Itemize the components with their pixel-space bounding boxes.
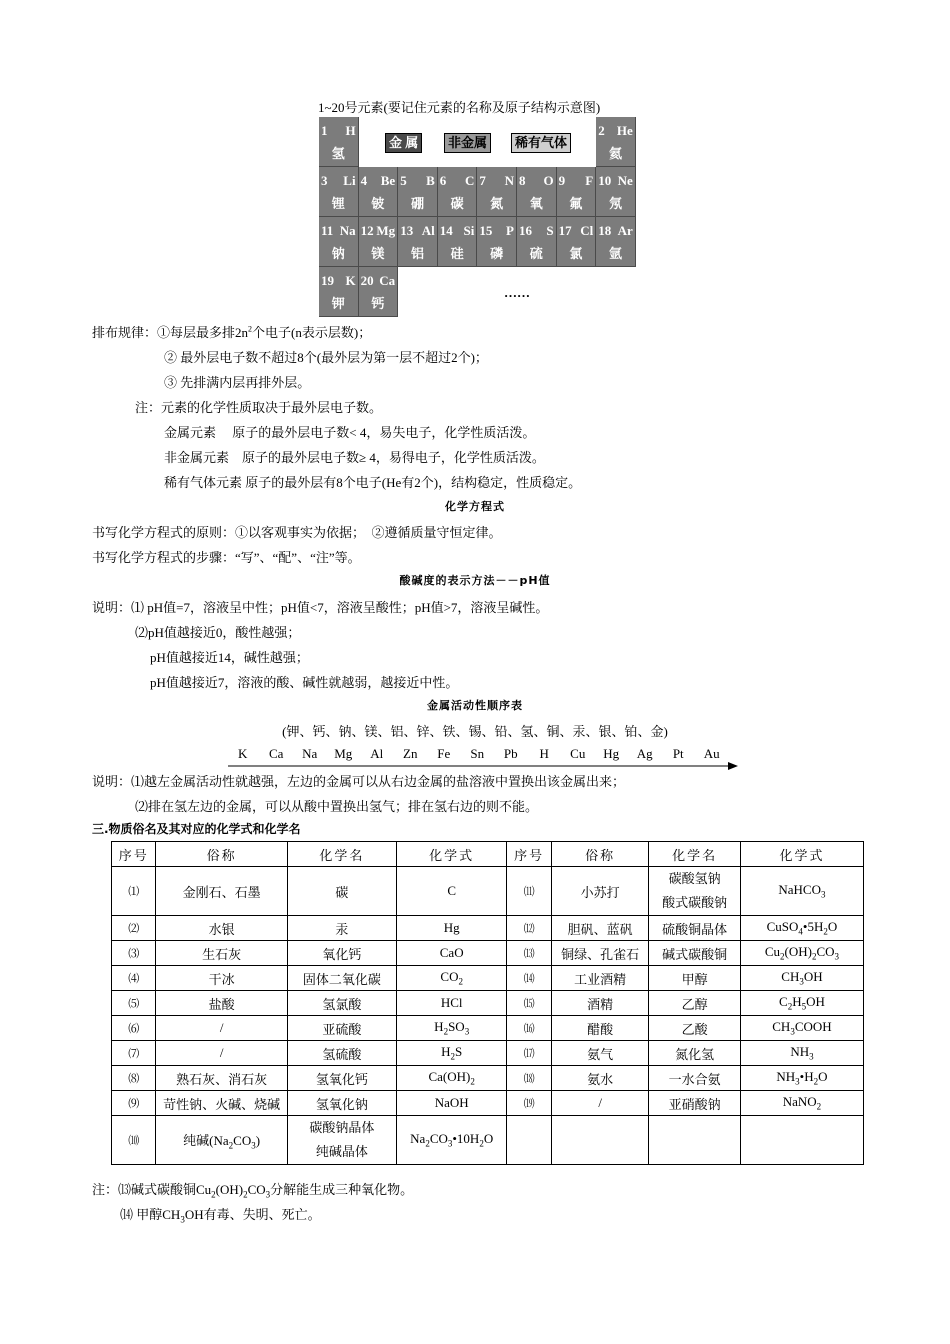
table-cell: ⒁ <box>507 966 551 991</box>
table-cell <box>649 1116 740 1165</box>
table-row <box>112 1091 864 1116</box>
activity-heading: 金属活动性顺序表 <box>427 699 523 712</box>
element-cell-ar <box>596 217 636 267</box>
element-cell-s <box>517 217 557 267</box>
metal-symbol: H <box>539 746 549 761</box>
table-cell: $H_2SO_3$ <box>396 1016 506 1041</box>
table-cell: 盐酸 <box>156 991 287 1016</box>
table-cell: 苛性钠、火碱、烧碱 <box>156 1091 287 1116</box>
table-cell: $CuSO_4•5H_2O$ <box>740 916 863 941</box>
table-ellipsis: …… <box>504 285 530 300</box>
table-cell: $H_2S$ <box>396 1041 506 1066</box>
metal-symbol: Cu <box>570 746 586 761</box>
rules-line-3: ③ 先排满内层再排外层。 <box>164 375 311 390</box>
element-number: 7 <box>479 173 486 188</box>
eq-line-2: 书写化学方程式的步骤：“写”、“配”、“注”等。 <box>92 550 361 565</box>
element-name: 硫 <box>529 246 543 261</box>
table-cell: CaO <box>396 941 506 966</box>
table-cell: ⒀ <box>507 941 551 966</box>
element-cell-si <box>438 217 478 267</box>
table-cell: / <box>156 1041 287 1066</box>
element-cell-ca <box>359 267 399 317</box>
table-cell: C <box>396 867 506 916</box>
element-symbol: Si <box>463 223 475 238</box>
element-number: 10 <box>598 173 612 188</box>
element-cell-k <box>319 267 359 317</box>
table-cell: 碳酸氢钠 酸式碳酸钠 <box>649 867 740 916</box>
table-cell: 熟石灰、消石灰 <box>156 1066 287 1091</box>
element-name: 铝 <box>410 246 424 261</box>
table-cell: $Na_2CO_3•10H_2O$ <box>396 1116 506 1165</box>
table-cell: 甲醇 <box>649 966 740 991</box>
element-cell-mg <box>359 217 399 267</box>
metal-symbol: Hg <box>603 746 620 761</box>
table-cell: NaOH <box>396 1091 506 1116</box>
table-cell: $CH_3COOH$ <box>740 1016 863 1041</box>
table-cell: 乙醇 <box>649 991 740 1016</box>
table-cell <box>740 1116 863 1165</box>
table-cell: 碱式碳酸铜 <box>649 941 740 966</box>
substance-table <box>111 841 864 1165</box>
element-number: 6 <box>439 173 447 188</box>
table-cell: NaNO$_2$ <box>740 1091 863 1116</box>
table-cell: ⑹ <box>112 1016 156 1041</box>
table-cell: NaHCO$_3$ <box>740 867 863 916</box>
element-name: 氖 <box>608 196 622 211</box>
rules-r1-end: 个电子(n表示层数)； <box>252 325 372 340</box>
table-header-row <box>112 842 864 867</box>
metal-symbol: Pt <box>672 746 684 761</box>
element-cell-na <box>319 217 359 267</box>
table-cell: $Cu_2(OH)_2CO_3$ <box>740 941 863 966</box>
table-cell: / <box>551 1091 649 1116</box>
table-cell: ⑾ <box>507 867 551 916</box>
table-cell: ⒄ <box>507 1041 551 1066</box>
element-symbol: Mg <box>376 223 396 238</box>
table-body <box>112 867 864 1165</box>
metal-symbol: Sn <box>470 746 485 761</box>
activity-chinese: (钾、钙、钠、镁、铝、锌、铁、锡、铅、氢、铜、汞、银、铂、金) <box>282 724 668 739</box>
element-number: 3 <box>321 173 328 188</box>
table-header-cell: 俗称 <box>551 842 649 867</box>
element-symbol: Ar <box>617 223 633 238</box>
element-number: 8 <box>519 173 526 188</box>
element-symbol: F <box>585 173 594 188</box>
ph-line-4: pH值越接近7，溶液的酸、碱性就越弱，越接近中性。 <box>150 675 459 690</box>
element-number: 19 <box>321 273 334 288</box>
table-cell: 亚硝酸钠 <box>649 1091 740 1116</box>
pt-title: 1~20号元素(要记住元素的名称及原子结构示意图) <box>318 100 601 115</box>
element-number: 4 <box>360 173 368 188</box>
ph-line-1: 说明：⑴ pH值=7，溶液呈中性；pH值<7，溶液呈酸性；pH值>7，溶液呈碱性。 <box>92 600 549 615</box>
table-cell: 干冰 <box>156 966 287 991</box>
table-row <box>112 1066 864 1091</box>
table-cell: 氮化氢 <box>649 1041 740 1066</box>
table-cell: 硫酸铜晶体 <box>649 916 740 941</box>
element-name: 氯 <box>569 246 583 261</box>
element-name: 碳 <box>450 196 464 211</box>
table-row <box>112 1016 864 1041</box>
table-cell: 氢硫酸 <box>287 1041 396 1066</box>
element-name: 硼 <box>410 196 424 211</box>
rules-line-2: ② 最外层电子数不超过8个(最外层为第一层不超过2个)； <box>164 350 488 365</box>
activity-line-2: ⑵排在氢左边的金属，可以从酸中置换出氢气；排在氢右边的则不能。 <box>135 799 539 814</box>
table-cell: ⑴ <box>112 867 156 916</box>
ph-heading: 酸碱度的表示方法－－pH值 <box>399 574 551 587</box>
table-header-cell: 俗称 <box>156 842 287 867</box>
element-name: 氧 <box>529 196 543 211</box>
element-number: 2 <box>598 123 605 138</box>
table-cell: 氨水 <box>551 1066 649 1091</box>
element-symbol: P <box>506 223 514 238</box>
table-cell: ⑻ <box>112 1066 156 1091</box>
metal-symbol: Au <box>703 746 720 761</box>
table-cell: ⑷ <box>112 966 156 991</box>
element-number: 20 <box>360 273 374 288</box>
element-symbol: O <box>543 173 554 188</box>
element-number: 13 <box>400 223 414 238</box>
element-name: 氟 <box>569 196 583 211</box>
metal-symbol: Fe <box>437 746 451 761</box>
element-name: 氮 <box>490 196 504 211</box>
metal-symbol: Zn <box>403 746 418 761</box>
element-cell-f <box>557 167 597 217</box>
table-cell: 水银 <box>156 916 287 941</box>
element-cell-o <box>517 167 557 217</box>
element-name: 氩 <box>608 246 622 261</box>
table-header-cell: 化学式 <box>396 842 506 867</box>
table-cell: 亚硫酸 <box>287 1016 396 1041</box>
table-cell: $NH_3$ <box>740 1041 863 1066</box>
table-cell: 氨气 <box>551 1041 649 1066</box>
table-cell: 碳 <box>287 867 396 916</box>
table-cell: $C_2H_5OH$ <box>740 991 863 1016</box>
element-cell-cl <box>557 217 597 267</box>
table-cell: ⑶ <box>112 941 156 966</box>
section-3-title: 三.物质俗名及其对应的化学式和化学名 <box>92 822 301 836</box>
table-cell: 醋酸 <box>551 1016 649 1041</box>
rules-r1: ①每层最多排2n <box>157 325 249 340</box>
element-name: 钾 <box>331 296 345 311</box>
table-cell: 汞 <box>287 916 396 941</box>
table-cell: Hg <box>396 916 506 941</box>
element-symbol: Li <box>343 173 356 188</box>
table-cell: ⑵ <box>112 916 156 941</box>
element-symbol: He <box>616 123 633 138</box>
element-cell-h <box>319 117 359 167</box>
element-number: 17 <box>558 223 572 238</box>
metal-symbol: Mg <box>334 746 353 761</box>
element-number: 16 <box>519 223 532 238</box>
note-line-4: 稀有气体元素 原子的最外层有8个电子(He有2个)，结构稳定，性质稳定。 <box>164 475 582 490</box>
table-row <box>112 916 864 941</box>
table-cell: ⒆ <box>507 1091 551 1116</box>
element-name: 钠 <box>331 246 345 261</box>
element-name: 锂 <box>331 196 345 211</box>
table-cell: 铜绿、孔雀石 <box>551 941 649 966</box>
table-cell: ⒃ <box>507 1016 551 1041</box>
element-number: 14 <box>439 223 453 238</box>
element-number: 9 <box>558 173 566 188</box>
table-cell: ⑼ <box>112 1091 156 1116</box>
legend-noble: 稀有气体 <box>511 133 571 153</box>
table-cell: 小苏打 <box>551 867 649 916</box>
note-line-2: 金属元素 原子的最外层电子数< 4，易失电子，化学性质活泼。 <box>164 425 536 440</box>
table-cell: 胆矾、蓝矾 <box>551 916 649 941</box>
table-cell: HCl <box>396 991 506 1016</box>
metal-symbol: Pb <box>503 746 518 761</box>
table-cell: ⑽ <box>112 1116 156 1165</box>
table-cell: / <box>156 1016 287 1041</box>
table-cell: 酒精 <box>551 991 649 1016</box>
table-row <box>112 941 864 966</box>
table-cell: 氢氯酸 <box>287 991 396 1016</box>
table-cell: 金刚石、石墨 <box>156 867 287 916</box>
element-cell-be <box>359 167 399 217</box>
table-cell: $NH_3•H_2O$ <box>740 1066 863 1091</box>
table-cell: 乙酸 <box>649 1016 740 1041</box>
element-symbol: Al <box>421 223 435 238</box>
element-symbol: N <box>504 173 514 188</box>
ph-line-2: ⑵pH值越接近0，酸性越强； <box>135 625 301 640</box>
element-number: 1 <box>321 123 328 138</box>
element-symbol: S <box>546 223 554 238</box>
table-header-cell: 化学名 <box>649 842 740 867</box>
element-symbol: B <box>426 173 435 188</box>
footnote-2: ⒁ 甲醇$CH_3OH$有毒、失明、死亡。 <box>120 1207 321 1225</box>
note-line-3: 非金属元素 原子的最外层电子数≥ 4，易得电子，化学性质活泼。 <box>164 450 545 465</box>
metal-symbol: K <box>238 746 248 761</box>
table-cell: 碳酸钠晶体 纯碱晶体 <box>287 1116 396 1165</box>
table-cell: 固体二氧化碳 <box>287 966 396 991</box>
table-row <box>112 966 864 991</box>
table-row <box>112 1116 864 1165</box>
element-name: 磷 <box>490 246 504 261</box>
table-header-cell: 序号 <box>112 842 156 867</box>
table-cell <box>507 1116 551 1165</box>
element-name: 钙 <box>371 296 385 311</box>
element-name: 铍 <box>371 196 385 211</box>
metal-symbol: Al <box>370 746 384 761</box>
table-cell: ⒅ <box>507 1066 551 1091</box>
table-header-cell: 序号 <box>507 842 551 867</box>
legend-nonmetal: 非金属 <box>444 133 491 153</box>
metal-symbol: Na <box>302 746 318 761</box>
element-number: 5 <box>400 173 407 188</box>
element-cell-ne <box>596 167 636 217</box>
element-number: 15 <box>479 223 493 238</box>
element-name: 硅 <box>450 246 464 261</box>
table-cell: $CO_2$ <box>396 966 506 991</box>
element-symbol: Cl <box>580 223 594 238</box>
table-row <box>112 991 864 1016</box>
table-cell: ⑸ <box>112 991 156 1016</box>
element-symbol: K <box>345 273 356 288</box>
table-cell: ⑿ <box>507 916 551 941</box>
element-cell-li <box>319 167 359 217</box>
table-cell: 生石灰 <box>156 941 287 966</box>
rules-label: 排布规律： <box>92 325 158 340</box>
ph-line-3: pH值越接近14，碱性越强； <box>150 650 309 665</box>
element-cell-he <box>596 117 636 167</box>
table-cell: 氢氧化钙 <box>287 1066 396 1091</box>
element-cell-p <box>477 217 517 267</box>
metal-symbol: Ag <box>636 746 653 761</box>
table-header-cell: 化学名 <box>287 842 396 867</box>
eq-line-1: 书写化学方程式的原则：①以客观事实为依据； ②遵循质量守恒定律。 <box>92 525 502 540</box>
table-cell: 纯碱$(Na_2CO_3)$ <box>156 1116 287 1165</box>
eq-heading: 化学方程式 <box>445 500 505 513</box>
element-cell-c <box>438 167 478 217</box>
table-row <box>112 867 864 916</box>
activity-line-1: 说明：⑴越左金属活动性就越强，左边的金属可以从右边金属的盐溶液中置换出该金属出来； <box>92 774 626 789</box>
table-cell: $CH_3OH$ <box>740 966 863 991</box>
element-name: 镁 <box>371 246 385 261</box>
rules-line-1 <box>92 322 371 341</box>
table-cell <box>551 1116 649 1165</box>
table-row <box>112 1041 864 1066</box>
element-symbol: Be <box>380 173 396 188</box>
element-symbol: Ca <box>379 273 396 288</box>
element-number: 11 <box>321 223 334 238</box>
element-symbol: H <box>345 123 356 138</box>
periodic-grid <box>319 117 636 317</box>
element-symbol: Ne <box>617 173 633 188</box>
table-cell: $Ca(OH)_2$ <box>396 1066 506 1091</box>
table-cell: 氧化钙 <box>287 941 396 966</box>
table-cell: ⑺ <box>112 1041 156 1066</box>
element-cell-b <box>398 167 438 217</box>
element-symbol: C <box>465 173 475 188</box>
table-cell: ⒂ <box>507 991 551 1016</box>
table-cell: 一水合氨 <box>649 1066 740 1091</box>
element-number: 12 <box>360 223 374 238</box>
element-name: 氢 <box>331 146 345 161</box>
legend-metal: 金 属 <box>385 133 422 153</box>
note-line-1: 注：元素的化学性质取决于最外层电子数。 <box>135 400 383 415</box>
element-number: 18 <box>598 223 612 238</box>
table-cell: 氢氧化钠 <box>287 1091 396 1116</box>
element-cell-n <box>477 167 517 217</box>
element-cell-al <box>398 217 438 267</box>
footnote-1: 注：⒀碱式碳酸铜$Cu_2(OH)_2CO_3$分解能生成三种氧化物。 <box>92 1182 414 1200</box>
rules-r1-sup: 2 <box>248 324 253 334</box>
element-name: 氦 <box>608 146 622 161</box>
table-cell: 工业酒精 <box>551 966 649 991</box>
metal-symbol: Ca <box>269 746 284 761</box>
element-symbol: Na <box>339 223 356 238</box>
table-header-cell: 化学式 <box>740 842 863 867</box>
